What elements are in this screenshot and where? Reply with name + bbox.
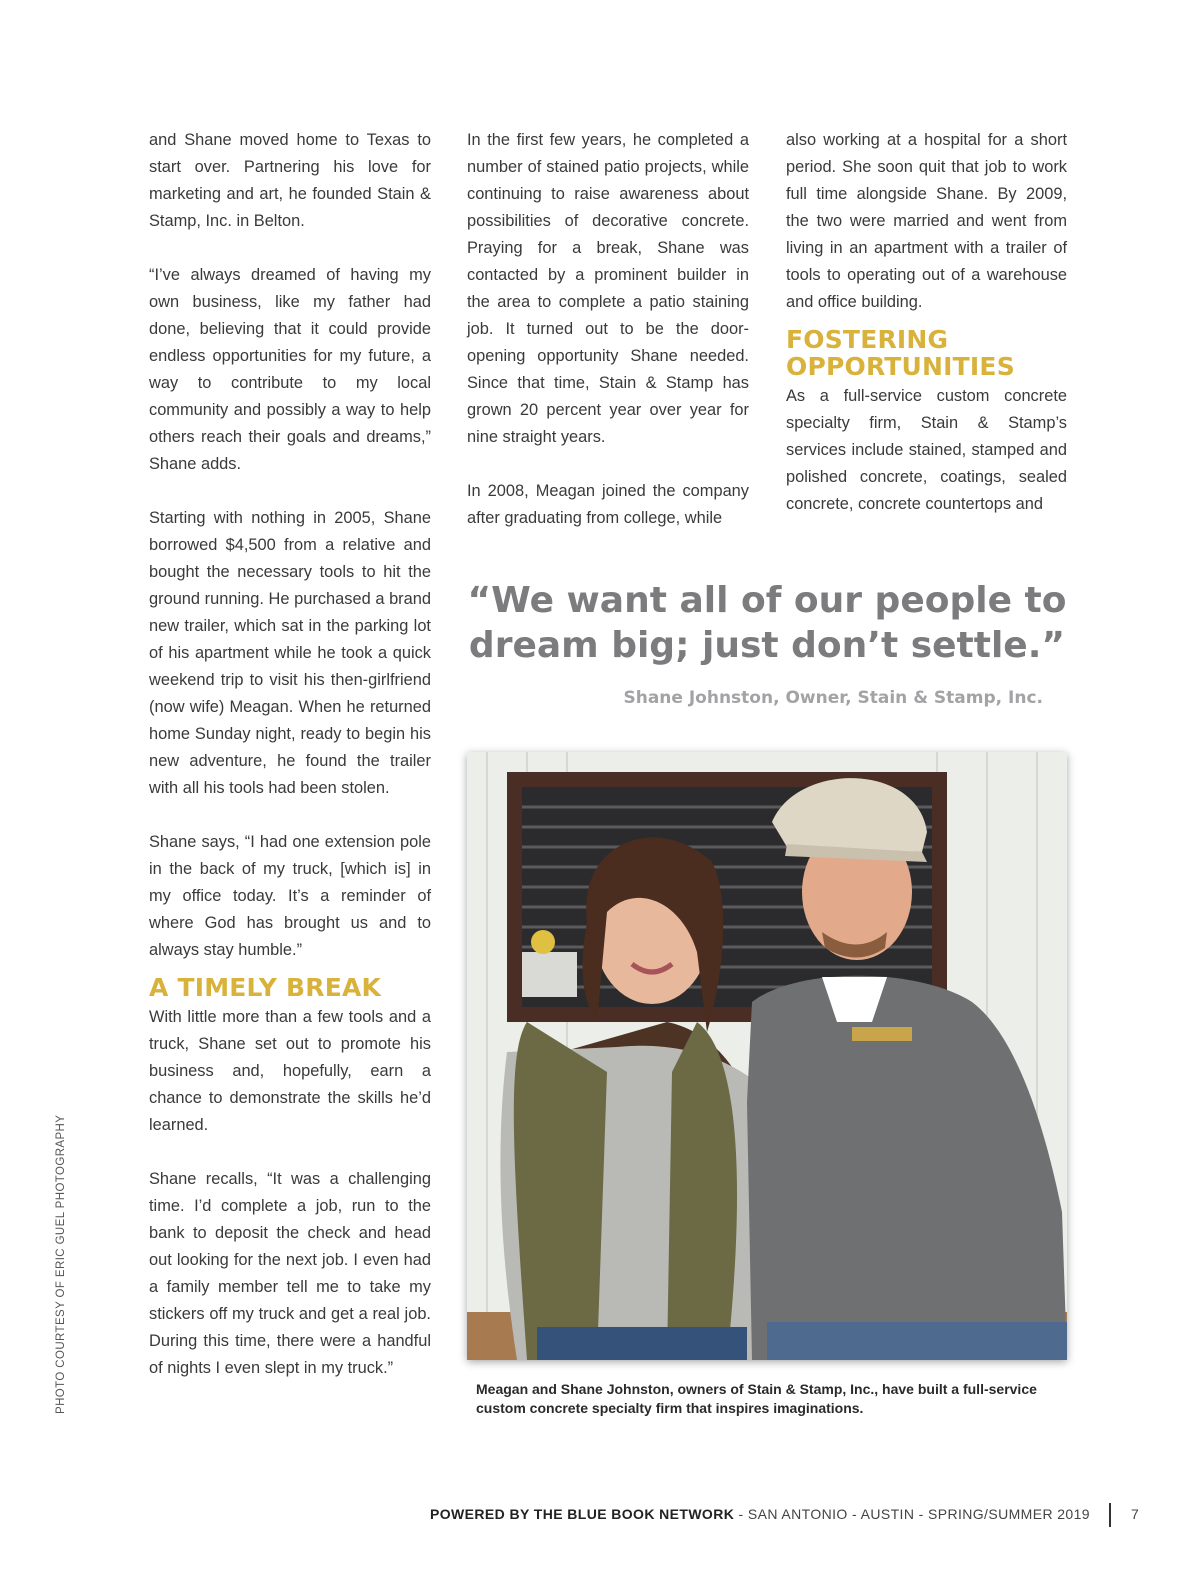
quote-attribution: Shane Johnston, Owner, Stain & Stamp, Inc. <box>623 688 1043 708</box>
paragraph: also working at a hospital for a short period. She soon quit that job to work full time alongside Shane. By 2009, the two were married and went from living in an apartment with a trailer of tools to operating out of a warehouse and office building. <box>786 131 1067 311</box>
footer-brand: POWERED BY THE BLUE BOOK NETWORK <box>430 1506 735 1522</box>
article-column-1 <box>149 127 431 1382</box>
heading-line: OPPORTUNITIES <box>786 352 1015 381</box>
section-heading-timely-break: A TIMELY BREAK <box>149 973 382 1002</box>
footer <box>430 1506 1090 1522</box>
footer-divider <box>1109 1503 1111 1527</box>
paragraph: Shane recalls, “It was a challenging time. I’d complete a job, run to the bank to deposit the check and head out looking for the next job. I even had a family member tell me to take my stickers off my truck and get a real job. During this time, there were a handful of nights I even slept in my truck.” <box>149 1170 431 1377</box>
photo-caption <box>476 1380 1076 1418</box>
pull-quote <box>467 578 1067 668</box>
photo-illustration <box>467 752 1067 1360</box>
article-column-2 <box>467 127 749 532</box>
paragraph: With little more than a few tools and a truck, Shane set out to promote his business and, hopefully, earn a chance to demonstrate the skills he’d learned. <box>149 1008 431 1134</box>
paragraph: In 2008, Meagan joined the company after graduating from college, while <box>467 482 749 527</box>
paragraph: In the first few years, he completed a number of stained patio projects, while continuing to raise awareness about possibilities of decorative concrete. Praying for a break, Shane was contacted by a prominent builder in the area to complete a patio staining job. It turned out to be the door-opening opportunity Shane needed. Since that time, Stain & Stamp has grown 20 percent year over year for nine straight years. <box>467 131 749 446</box>
article-column-3 <box>786 127 1067 518</box>
paragraph: and Shane moved home to Texas to start over. Partnering his love for marketing and art, he founded Stain & Stamp, Inc. in Belton. <box>149 131 431 230</box>
section-heading-fostering-opportunities <box>786 326 1067 380</box>
photo-credit: PHOTO COURTESY OF ERIC GUEL PHOTOGRAPHY <box>55 1114 67 1414</box>
paragraph: “I’ve always dreamed of having my own business, like my father had done, believing that it could provide endless opportunities for my future, a way to contribute to my local community and possibly a way to help others reach their goals and dreams,” Shane adds. <box>149 266 431 473</box>
paragraph: Shane says, “I had one extension pole in the back of my truck, [which is] in my office today. It’s a reminder of where God has brought us and to always stay humble.” <box>149 833 431 959</box>
heading-line: FOSTERING <box>786 325 949 354</box>
caption-line: Meagan and Shane Johnston, owners of Stain & Stamp, Inc., have built a full-service <box>476 1381 1037 1397</box>
paragraph: As a full-service custom concrete specialty firm, Stain & Stamp’s services include stained, stamped and polished concrete, coatings, sealed concrete, concrete countertops and <box>786 387 1067 513</box>
couple-photo <box>467 752 1067 1360</box>
pull-quote-line: “We want all of our people to <box>467 580 1067 621</box>
page-number: 7 <box>1131 1506 1139 1522</box>
caption-line: custom concrete specialty firm that inspires imaginations. <box>476 1400 864 1416</box>
paragraph: Starting with nothing in 2005, Shane borrowed $4,500 from a relative and bought the necessary tools to hit the ground running. He purchased a brand new trailer, which sat in the parking lot of his apartment while he took a quick weekend trip to visit his then-girlfriend (now wife) Meagan. When he returned home Sunday night, ready to begin his new adventure, he found the trailer with all his tools had been stolen. <box>149 509 431 797</box>
footer-edition: - SAN ANTONIO - AUSTIN - SPRING/SUMMER 2019 <box>734 1506 1090 1522</box>
pull-quote-line: dream big; just don’t settle.” <box>468 625 1066 666</box>
